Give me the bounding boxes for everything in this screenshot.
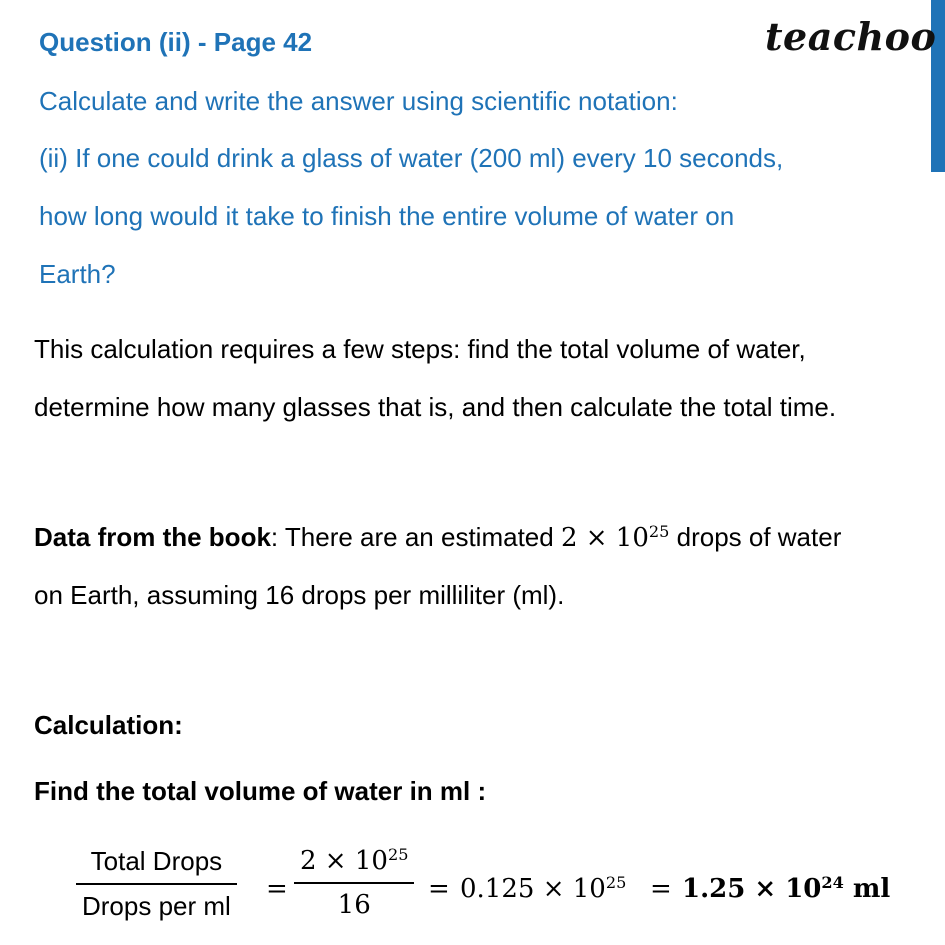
question-line-4: Earth? (39, 259, 116, 289)
value-denominator: 16 (294, 882, 414, 920)
drops-expression: $2 \times 10^{25}$ (560, 522, 670, 553)
data-text-2: drops of water (669, 522, 842, 552)
equals-sign: = (650, 874, 672, 904)
intermediate-value: $0.125 \times 10^{25}$ (460, 873, 627, 904)
fraction-denominator: Drops per ml (76, 883, 237, 922)
value-numerator: $2 \times 10^{25}$ (300, 845, 409, 876)
teachoo-logo: teachoo (765, 14, 937, 59)
question-line-3: how long would it take to finish the entire volume of water on (39, 201, 735, 231)
fraction-numerator: Total Drops (90, 846, 223, 876)
intro-line-1: This calculation requires a few steps: find the total volume of water, (34, 334, 806, 364)
volume-formula (76, 846, 926, 936)
result-value: $1.25 \times 10^{24}$ ml (682, 873, 891, 904)
data-from-book-paragraph (34, 524, 841, 551)
question-line-2: (ii) If one could drink a glass of water (200 ml) every 10 seconds, (39, 143, 784, 173)
volume-subheading: Find the total volume of water in ml : (34, 776, 487, 806)
data-label: Data from the book (34, 522, 271, 552)
equals-sign: = (428, 874, 450, 904)
calculation-heading: Calculation: (34, 710, 183, 740)
intro-line-2: determine how many glasses that is, and then calculate the total time. (34, 392, 837, 422)
question-line-1: Calculate and write the answer using scientific notation: (39, 86, 678, 116)
equals-sign: = (266, 874, 288, 904)
drops-fraction (76, 846, 237, 922)
data-line-2: on Earth, assuming 16 drops per milliliter (ml). (34, 580, 565, 610)
data-text-1: : There are an estimated (270, 522, 561, 552)
question-title: Question (ii) - Page 42 (39, 27, 313, 57)
value-fraction (294, 846, 414, 920)
